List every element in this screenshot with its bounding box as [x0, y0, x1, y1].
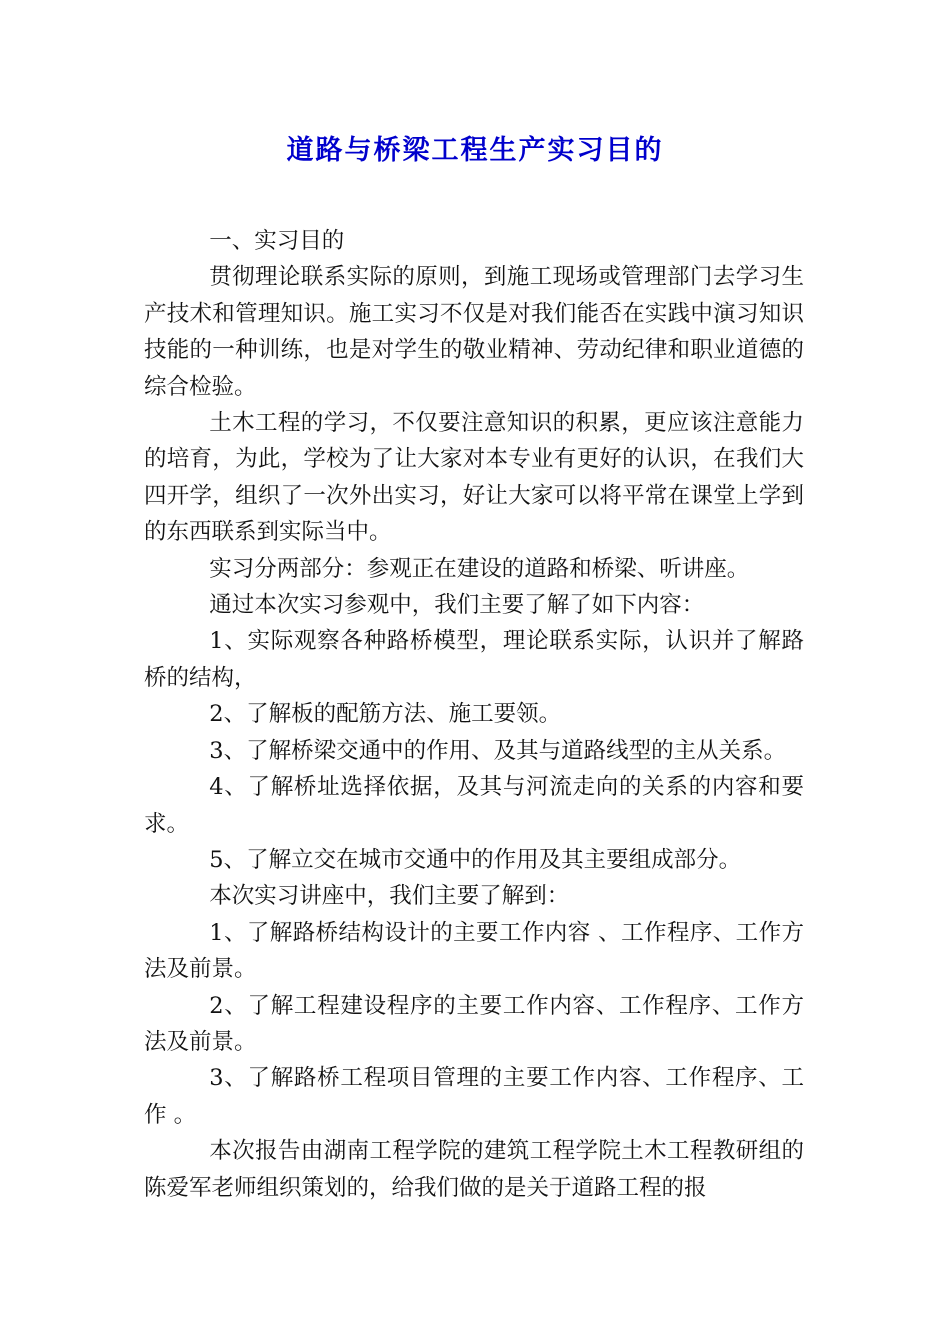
list-item: 1、了解路桥结构设计的主要工作内容 、工作程序、工作方法及前景。 [144, 919, 804, 983]
paragraph: 贯彻理论联系实际的原则，到施工现场或管理部门去学习生产技术和管理知识。施工实习不仅是对我们能否在实践中演习知识技能的一种训练，也是对学生的敬业精神、劳动纪律和职业道德的综合检验。 [144, 264, 804, 400]
list-item: 2、了解工程建设程序的主要工作内容、工作程序、工作方法及前景。 [144, 992, 804, 1055]
list-item: 4、了解桥址选择依据，及其与河流走向的关系的内容和要求。 [144, 774, 804, 837]
list-item: 2、了解板的配筋方法、施工要领。 [209, 701, 562, 728]
paragraph: 本次报告由湖南工程学院的建筑工程学院土木工程教研组的陈爱军老师组织策划的，给我们做的是关于道路工程的报 [144, 1138, 804, 1201]
document-body [144, 223, 804, 1206]
list-item: 1、实际观察各种路桥模型，理论联系实际，认识并了解路桥的结构， [144, 628, 804, 691]
list-item: 3、了解桥梁交通中的作用、及其与道路线型的主从关系。 [209, 737, 787, 764]
paragraph: 实习分两部分：参观正在建设的道路和桥梁、听讲座。 [209, 555, 750, 582]
document-title: 道路与桥梁工程生产实习目的 [286, 135, 664, 166]
paragraph: 通过本次实习参观中，我们主要了解了如下内容： [209, 592, 705, 619]
section-heading: 一、实习目的 [209, 228, 345, 254]
paragraph: 本次实习讲座中，我们主要了解到： [209, 883, 570, 910]
paragraph: 土木工程的学习，不仅要注意知识的积累，更应该注意能力的培育，为此，学校为了让大家对本专业有更好的认识，在我们大四开学，组织了一次外出实习，好让大家可以将平常在课堂上学到的东西联系到实际当中。 [144, 410, 804, 546]
list-item: 5、了解立交在城市交通中的作用及其主要组成部分。 [209, 846, 742, 873]
list-item: 3、了解路桥工程项目管理的主要工作内容、工作程序、工作 。 [144, 1065, 804, 1128]
